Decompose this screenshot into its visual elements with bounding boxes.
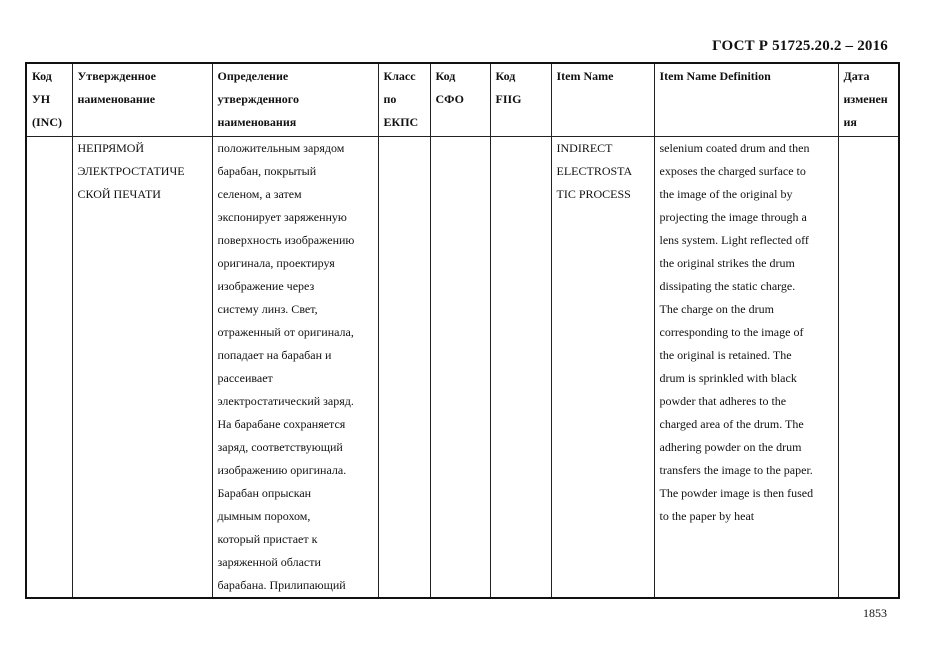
text-line: transfers the image to the paper.: [659, 462, 813, 477]
cell-inc-code: [26, 136, 72, 598]
text-line: Код: [435, 69, 456, 83]
table-row: [26, 136, 899, 598]
header-approved-name: [72, 63, 212, 136]
text-line: поверхность изображению: [217, 232, 355, 247]
document-standard-header: ГОСТ Р 51725.20.2 – 2016: [712, 38, 888, 54]
text-line: УН: [32, 92, 51, 106]
header-item-name: [551, 63, 654, 136]
header-fiig-code: [490, 63, 551, 136]
text-line: Код: [32, 69, 52, 83]
text-line: наименование: [77, 92, 156, 106]
text-line: The charge on the drum: [659, 301, 774, 316]
cell-item-name: [551, 136, 654, 598]
text-line: барабан, покрытый: [217, 163, 317, 178]
header-change-date: [838, 63, 899, 136]
text-line: powder that adheres to the: [659, 393, 787, 408]
text-line: заряженной области: [217, 554, 321, 569]
text-line: отраженный от оригинала,: [217, 324, 354, 339]
text-line: наименования: [217, 115, 297, 129]
cell-sfo-code: [430, 136, 490, 598]
text-line: Класс: [383, 69, 416, 83]
cell-item-name-definition: [654, 136, 838, 598]
text-line: charged area of the drum. The: [659, 416, 804, 431]
classification-table: [25, 62, 900, 599]
text-line: электростатический заряд.: [217, 393, 354, 408]
cell-fiig-code: [490, 136, 551, 598]
text-line: lens system. Light reflected off: [659, 232, 809, 247]
cell-change-date: [838, 136, 899, 598]
text-line: СФО: [435, 92, 464, 106]
text-line: the image of the original by: [659, 186, 793, 201]
text-line: ЭЛЕКТРОСТАТИЧЕ: [77, 163, 185, 178]
text-line: Item Name: [556, 69, 614, 83]
cell-approved-name: [72, 136, 212, 598]
text-line: Определение: [217, 69, 289, 83]
text-line: Барабан опрыскан: [217, 485, 312, 500]
text-line: положительным зарядом: [217, 140, 345, 155]
text-line: Утвержденное: [77, 69, 156, 83]
text-line: Код: [495, 69, 516, 83]
text-line: изображению оригинала.: [217, 462, 347, 477]
text-line: Дата: [843, 69, 870, 83]
text-line: exposes the charged surface to: [659, 163, 806, 178]
text-line: дымным порохом,: [217, 508, 311, 523]
text-line: TIC PROCESS: [556, 186, 631, 201]
header-item-name-definition: [654, 63, 838, 136]
text-line: selenium coated drum and then: [659, 140, 810, 155]
text-line: На барабане сохраняется: [217, 416, 346, 431]
text-line: corresponding to the image of: [659, 324, 804, 339]
text-line: ELECTROSTA: [556, 163, 633, 178]
text-line: селеном, а затем: [217, 186, 302, 201]
table-header-row: [26, 63, 899, 136]
header-ekps-class: [378, 63, 430, 136]
text-line: Item Name Definition: [659, 69, 771, 83]
text-line: FIIG: [495, 92, 522, 106]
text-line: the original strikes the drum: [659, 255, 795, 270]
text-line: НЕПРЯМОЙ: [77, 140, 145, 155]
cell-ekps-class: [378, 136, 430, 598]
text-line: dissipating the static charge.: [659, 278, 796, 293]
text-line: ия: [843, 115, 857, 129]
cell-definition-ru: [212, 136, 378, 598]
text-line: рассеивает: [217, 370, 273, 385]
text-line: заряд, соответствующий: [217, 439, 343, 454]
text-line: барабана. Прилипающий: [217, 577, 346, 592]
text-line: утвержденного: [217, 92, 299, 106]
page-number: 1853: [863, 606, 887, 620]
text-line: оригинала, проектируя: [217, 255, 335, 270]
text-line: (INC): [32, 115, 62, 129]
text-line: СКОЙ ПЕЧАТИ: [77, 186, 161, 201]
text-line: изображение через: [217, 278, 315, 293]
text-line: the original is retained. The: [659, 347, 792, 362]
text-line: adhering powder on the drum: [659, 439, 802, 454]
text-line: The powder image is then fused: [659, 485, 814, 500]
header-definition: [212, 63, 378, 136]
text-line: projecting the image through a: [659, 209, 807, 224]
text-line: ЕКПС: [383, 115, 419, 129]
text-line: который пристает к: [217, 531, 318, 546]
text-line: to the paper by heat: [659, 508, 755, 523]
header-sfo-code: [430, 63, 490, 136]
text-line: попадает на барабан и: [217, 347, 332, 362]
text-line: систему линз. Свет,: [217, 301, 318, 316]
text-line: по: [383, 92, 397, 106]
text-line: экспонирует заряженную: [217, 209, 347, 224]
text-line: изменен: [843, 92, 888, 106]
text-line: drum is sprinkled with black: [659, 370, 797, 385]
text-line: INDIRECT: [556, 140, 613, 155]
header-inc-code: [26, 63, 72, 136]
